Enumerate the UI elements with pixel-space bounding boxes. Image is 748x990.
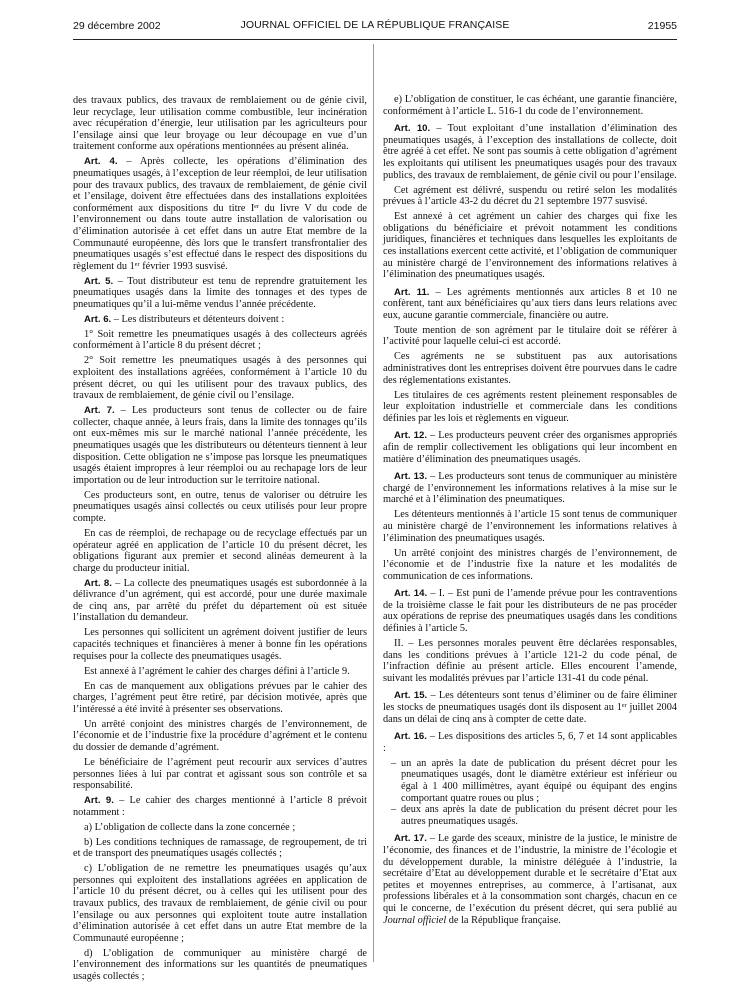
paragraph: Les personnes qui sollicitent un agrément doivent justifier de leurs capacités techniques et financières à mener à bonne fin les opérations requises pour la collecte des pneumatiques usagés. — [73, 627, 367, 662]
header-date: 29 décembre 2002 — [73, 20, 161, 32]
paragraph: Les titulaires de ces agréments restent pleinement responsables de leur exploitation industrielle et commerciale dans les conditions définies par les lois et règlements en vigueur. — [383, 389, 677, 424]
article-12: Art. 12. – Les producteurs peuvent créer des organismes appropriés afin de remplir collectivement les obligations qui leur incombent en matière d’élimination des pneumatiques usagés. — [383, 430, 678, 465]
paragraph: Les détenteurs mentionnés à l’article 15 sont tenus de communiquer au ministère chargé de l’environnement les informations relatives à l’élimination des pneumatiques usagés. — [383, 509, 677, 544]
article-10: Art. 10. – Tout exploitant d’une installation d’élimination des pneumatiques usagés, à l’exception des installations de collecte, doit être agréé à cet effet. Ne sont pas soumis à cette obligation d’agrément les exploitants qui utilisent les pneumatiques usagés pour des travaux publics, des travaux de remblaiement, de génie civil ou pour l’ensilage. — [383, 123, 677, 181]
paragraph: des travaux publics, des travaux de remblaiement ou de génie civil, leur recyclage, leur utilisation comme combustible, leur incinération avec récupération d’énergie, leur utilisation par les agriculteurs pour l’ensilage ainsi que leur broyage ou leur découpage en vue d’un traitement conforme aux opérations mentionnées au présent alinéa. — [73, 95, 367, 153]
paragraph: En cas de réemploi, de rechapage ou de recyclage effectués par un opérateur agréé en application de l’article 10 du présent décret, les obligations figurant aux premier et second alinéas demeurent à la charge du producteur initial. — [73, 527, 367, 574]
header-rule — [73, 39, 677, 40]
paragraph: Toute mention de son agrément par le titulaire doit se référer à l’activité pour laquelle celui-ci est accordé. — [383, 324, 677, 348]
article-16: Art. 16. – Les dispositions des articles 5, 6, 7 et 14 sont applicables : — [383, 731, 677, 754]
article-5: Art. 5. – Tout distributeur est tenu de reprendre gratuitement les pneumatiques usagés dans la limite des tonnages et des types de pneumatiques qu’il a lui-même vendus l’année précédente. — [73, 275, 367, 310]
article-4: Art. 4. – Après collecte, les opérations d’élimination des pneumatiques usagés, à l’exception de leur réemploi, de leur utilisation pour des travaux publics, des travaux de remblaiement, de génie civil et l’ensilage, doivent être effectuées dans des installations exploitées conformément aux dispositions du titre Iᵉʳ du livre V du code de l’environnement ou dans toute autre installation de valorisation ou d’élimination autorisée à cet effet dans un autre Etat membre de la Communauté européenne, dès lors que le transfert transfrontalier des pneumatiques usagés s’est effectué dans le respect des dispositions du règlement du 1ᵉʳ février 1993 susvisé. — [73, 156, 367, 272]
column-divider — [373, 44, 374, 962]
page-header — [73, 16, 677, 38]
left-column — [73, 95, 367, 986]
article-8: Art. 8. – La collecte des pneumatiques usagés est subordonnée à la délivrance d’un agrément, qui est accordé, pour une durée maximale de cinq ans, par arrêté du préfet du département où est située l’installation du demandeur. — [73, 577, 367, 624]
paragraph: Le bénéficiaire de l’agrément peut recourir aux services d’autres personnes liées à lui par contrat et agissant sous son contrôle et sa responsabilité. — [73, 756, 367, 792]
paragraph: II. – Les personnes morales peuvent être déclarées responsables, dans les conditions prévues à l’article 121-2 du code pénal, de l’infraction définie au présent article. Elles encourent l’amende, suivant les modalités prévues par l’article 131-41 du code pénal. — [383, 638, 677, 684]
paragraph: a) L’obligation de collecte dans la zone concernée ; — [84, 821, 296, 833]
paragraph: 2° Soit remettre les pneumatiques usagés à des personnes qui exploitent des installations agréées, conformément à l’article 10 du présent décret, ou qui les utilisent pour des travaux publics, des travaux de remblaiement, de génie civil ou l’ensilage. — [73, 355, 367, 402]
right-column — [383, 94, 677, 930]
article-14: Art. 14. – I. – Est puni de l’amende prévue pour les contraventions de la troisième classe le fait pour les distributeurs de ne pas procéder aux opérations de reprise des pneumatiques usagés dans les conditions définies à l’article 5. — [383, 588, 677, 635]
journal-title: JOURNAL OFFICIEL DE LA RÉPUBLIQUE FRANÇAISE — [240, 19, 510, 31]
paragraph: Ces agréments ne se substituent pas aux autorisations administratives dont les entreprises doivent être pourvues dans le cadre des réglementations existantes. — [383, 351, 677, 386]
article-9: Art. 9. – Le cahier des charges mentionné à l’article 8 prévoit notamment : — [73, 795, 367, 818]
list-item: – un an après la date de publication du présent décret pour les pneumatiques usagés, dont le diamètre extérieur est inférieur ou égal à 1 400 millimètres, ayant équipé ou équipant des engins comportant quatre roues ou plus ; — [391, 757, 677, 804]
paragraph: 1° Soit remettre les pneumatiques usagés à des collecteurs agréés conformément à l’article 8 du présent décret ; — [73, 328, 367, 352]
list-item: – deux ans après la date de publication du présent décret pour les autres pneumatiques usagés. — [391, 804, 677, 827]
paragraph: Un arrêté conjoint des ministres chargés de l’environnement, de l’économie et de l’industrie fixe la procédure d’agrément et le contenu du dossier de demande d’agrément. — [73, 718, 367, 753]
paragraph: Ces producteurs sont, en outre, tenus de valoriser ou détruire les pneumatiques usagés ainsi collectés ou ceux utilisés pour leur propre compte. — [73, 489, 367, 524]
article-7: Art. 7. – Les producteurs sont tenus de collecter ou de faire collecter, chaque année, à leurs frais, dans la limite des tonnages qu’ils ont eux-mêmes mis sur le marché national l’année précédente, les pneumatiques usagés que les distributeurs ou détenteurs tiennent à leur disposition. Cette obligation ne s’impose pas lorsque les pneumatiques usagés étaient impropres à leur réemploi ou au rechapage lors de leur importation ou de leur introduction sur le territoire national. — [73, 405, 367, 486]
paragraph: Cet agrément est délivré, suspendu ou retiré selon les modalités prévues à l’article 43-2 du décret du 21 septembre 1977 susvisé. — [383, 184, 677, 208]
paragraph: b) Les conditions techniques de ramassage, de regroupement, de tri et de transport des pneumatiques usagés collectés ; — [73, 836, 367, 860]
paragraph: d) L’obligation de communiquer au ministère chargé de l’environnement des informations sur les quantités de pneumatiques usagés collectés ; — [73, 947, 367, 982]
paragraph: e) L’obligation de constituer, le cas échéant, une garantie financière, conformément à l’article L. 516-1 du code de l’environnement. — [383, 94, 677, 117]
paragraph: Est annexé à l’agrément le cahier des charges défini à l’article 9. — [84, 665, 350, 677]
page-number: 21955 — [647, 20, 677, 32]
paragraph: Un arrêté conjoint des ministres chargés de l’environnement, de l’économie et de l’industrie fixe la nature et les modalités de communication de ces informations. — [383, 547, 677, 582]
article-11: Art. 11. – Les agréments mentionnés aux articles 8 et 10 ne confèrent, tant aux bénéficiaires qu’aux tiers dans leurs relations avec eux, aucune garantie commerciale, financière ou autre. — [383, 286, 677, 321]
article-6: Art. 6. – Les distributeurs et détenteurs doivent : — [84, 313, 285, 325]
paragraph: Est annexé à cet agrément un cahier des charges qui fixe les obligations du bénéficiaire et prévoit notamment les conditions juridiques, financières et techniques dans lesquelles les exploitants de ces installations exercent cette activité, et l’obligation de communiquer au ministère chargé de l’environnement des informations relatives à l’élimination des pneumatiques usagés. — [383, 211, 677, 281]
article-15: Art. 15. – Les détenteurs sont tenus d’éliminer ou de faire éliminer les stocks de pneumatiques usagés dont ils disposent au 1ᵉʳ juillet 2004 dans un délai de cinq ans à compter de cette date. — [383, 690, 677, 725]
paragraph: c) L’obligation de ne remettre les pneumatiques usagés qu’aux personnes qui exploitent des installations agréées en application de l’article 10 du présent décret, ou à celles qui les utilisent pour des travaux publics, des travaux de remblaiement, de génie civil ou pour l’ensilage ou aux personnes qui exploitent toute autre installation d’élimination autorisée à cet effet dans un autre Etat membre de la Communauté européenne ; — [73, 863, 367, 944]
article-17: Art. 17. – Le garde des sceaux, ministre de la justice, le ministre de l’économie, des finances et de l’industrie, la ministre de l’écologie et du développement durable, la ministre déléguée à l’industrie, la secrétaire d’Etat au développement durable et le secrétaire d’Etat aux petites et moyennes entreprises, au commerce, à l’artisanat, aux professions libérales et à la consommation sont chargés, chacun en ce qui le concerne, de l’exécution du présent décret, qui sera publié au Journal officiel de la République française. — [383, 833, 677, 926]
paragraph: En cas de manquement aux obligations prévues par le cahier des charges, l’agrément peut être retiré, par décision motivée, après que l’intéressé a été invité à présenter ses observations. — [73, 680, 367, 715]
article-13: Art. 13. – Les producteurs sont tenus de communiquer au ministère chargé de l’environnement les informations relatives à la mise sur le marché et à l’élimination des pneumatiques. — [383, 471, 677, 506]
